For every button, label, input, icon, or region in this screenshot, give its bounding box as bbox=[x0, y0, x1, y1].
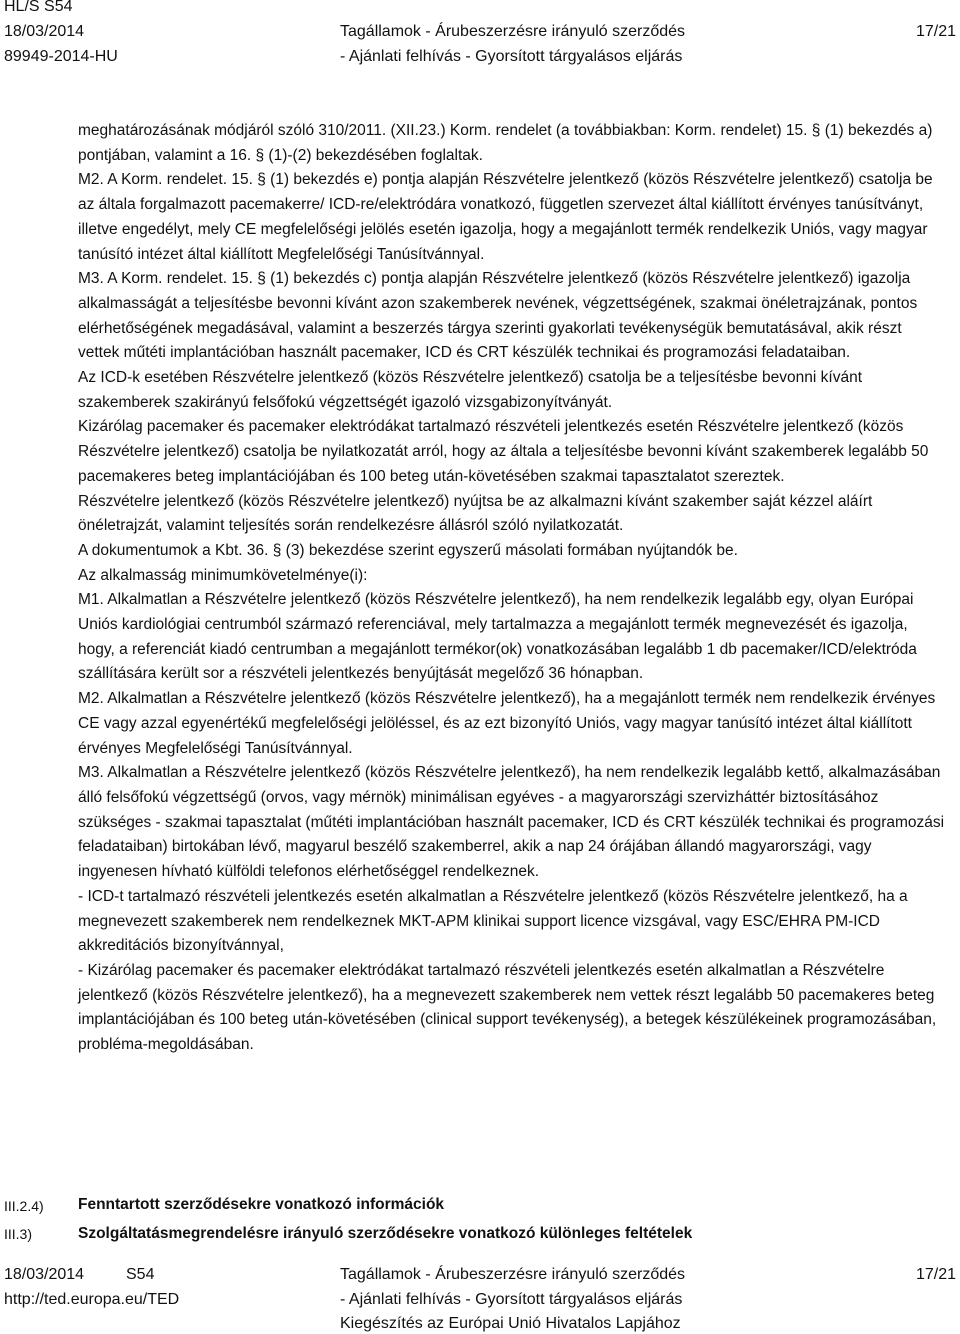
paragraph: - Kizárólag pacemaker és pacemaker elektródákat tartalmazó részvételi jelentkezés esetén alkalmatlan a Részvételre jelentkező (közös Részvételre jelentkező), ha a megnevezett szakemberek nem vettek részt legalább 50 pacemakeres beteg implantációjában és 100 beteg után-követésében (clinical support tevékenység), a betegek készülékeinek programozásában, probléma-megoldásában. bbox=[78, 961, 937, 1054]
paragraph: - ICD-t tartalmazó részvételi jelentkezés esetén alkalmatlan a Részvételre jelentkező (közös Részvételre jelentkező, ha a megnevezett szakemberek nem rendelkeznek MKT-APM klinikai support licence vizsgával, vagy ESC/EHRA PM-ICD akkreditációs bizonyítvánnyal, bbox=[78, 887, 908, 955]
section-title: Fenntartott szerződésekre vonatkozó információk bbox=[78, 1196, 445, 1213]
section-number: III.2.4) bbox=[4, 1198, 44, 1214]
footer-title-line3: Kiegészítés az Európai Unió Hivatalos Lapjához bbox=[340, 1315, 681, 1332]
footer-date: 18/03/2014 bbox=[4, 1266, 85, 1283]
footer-page-number: 17/21 bbox=[915, 1266, 956, 1283]
footer-title-line1: Tagállamok - Árubeszerzésre irányuló szerződés bbox=[340, 1266, 686, 1283]
paragraph: Az ICD-k esetében Részvételre jelentkező (közös Részvételre jelentkező) csatolja be a teljesítésbe bevonni kívánt szakemberek szakirányú felsőfokú végzettségét igazoló vizsgabizonyítványát. bbox=[78, 369, 863, 411]
footer-url[interactable]: http://ted.europa.eu/TED bbox=[4, 1291, 180, 1308]
header-title-line2: - Ajánlati felhívás - Gyorsított tárgyalásos eljárás bbox=[340, 48, 683, 65]
section-title: Szolgáltatásmegrendelésre irányuló szerződésekre vonatkozó különleges feltételek bbox=[78, 1225, 693, 1242]
header-date: 18/03/2014 bbox=[4, 23, 85, 40]
paragraph: M1. Alkalmatlan a Részvételre jelentkező (közös Részvételre jelentkező), ha nem rendelkezik legalább egy, olyan Európai Uniós kardiológiai centrumból származó referenciával, mely tartalmazza a megajánlott termék megnevezését és igazolja, hogy, a referenciát kiadó centrumban a megajánlott termékor(ok) vonatkozásában legalább 1 db pacemaker/ICD/elektróda szállítására került sor a részvételi jelentkezés benyújtását megelőző 36 hónapban. bbox=[78, 591, 917, 683]
body-text bbox=[78, 119, 946, 1058]
paragraph: M2. A Korm. rendelet. 15. § (1) bekezdés e) pontja alapján Részvételre jelentkező (közös Részvételre jelentkező) csatolja be az általa forgalmazott pacemakerre/ ICD-re/elektródára vonatkozó, független szervezet által kiállított érvényes tanúsítványt, illetve engedélyt, mely CE megfelelőségi jelölés esetén igazolja, hogy a megajánlott termék rendelkezik Uniós, vagy magyar tanúsító intézet által kiállított Megfelelőségi Tanúsítvánnyal. bbox=[78, 171, 933, 263]
section-number: III.3) bbox=[4, 1226, 33, 1242]
footer-title-line2: - Ajánlati felhívás - Gyorsított tárgyalásos eljárás bbox=[340, 1291, 683, 1308]
paragraph: M3. Alkalmatlan a Részvételre jelentkező (közös Részvételre jelentkező), ha nem rendelkezik legalább kettő, alkalmazásában álló felsőfokú végzettségű (orvos, vagy mérnök) minimálisan egyéves - a magyarországi szervizháttér biztosításához szükséges - szakmai tapasztalat (műtéti implantációban használt pacemaker, ICD és CRT készülék technikai és programozási feladataiban) birtokában lévő, magyarul beszélő szakemberrel, akik a nap 24 órájában állandó magyarországi, vagy ingyenesen hívható külföldi telefonos elérhetőséggel rendelkeznek. bbox=[78, 764, 945, 881]
paragraph: meghatározásának módjáról szóló 310/2011. (XII.23.) Korm. rendelet (a továbbiakban: Korm. rendelet) 15. § (1) bekezdés a) pontjában, valamint a 16. § (1)-(2) bekezdésében foglaltak. bbox=[78, 122, 933, 164]
paragraph: Kizárólag pacemaker és pacemaker elektródákat tartalmazó részvételi jelentkezés esetén Részvételre jelentkező (közös Részvételre jelentkező) csatolja be nyilatkozatát arról, hogy az általa a teljesítésbe bevonni kívánt szakemberek legalább 50 pacemakeres beteg implantációjában és 100 beteg után-követésében szakmai tapasztalatot szereztek. bbox=[78, 418, 929, 485]
header-page-number: 17/21 bbox=[915, 23, 956, 40]
paragraph: Részvételre jelentkező (közös Részvételre jelentkező) nyújtsa be az alkalmazni kívánt szakember saját kézzel aláírt önéletrajzát, valamint teljesítés során rendelkezésre állásról szóló nyilatkozatát. bbox=[78, 492, 873, 535]
paragraph: Az alkalmasság minimumkövetelménye(i): bbox=[78, 566, 368, 584]
paragraph: A dokumentumok a Kbt. 36. § (3) bekezdése szerint egyszerű másolati formában nyújtandók be. bbox=[78, 541, 738, 559]
header-title-line1: Tagállamok - Árubeszerzésre irányuló szerződés bbox=[340, 23, 686, 40]
header-ref-number: 89949-2014-HU bbox=[4, 48, 118, 65]
paragraph: M3. A Korm. rendelet. 15. § (1) bekezdés c) pontja alapján Részvételre jelentkező (közös Részvételre jelentkező) igazolja alkalmasságát a teljesítésbe bevonni kívánt azon szakemberek nevének, végzettségének, szakmai önéletrajzának, pontos elérhetőségének megadásával, valamint a beszerzés tárgya szerinti gyakorlati tevékenységük bemutatásával, akik részt vettek műtéti implantációban használt pacemaker, ICD és CRT készülék technikai és programozási feladataiban. bbox=[78, 270, 918, 362]
paragraph: M2. Alkalmatlan a Részvételre jelentkező (közös Részvételre jelentkező), ha a megajánlott termék nem rendelkezik érvényes CE vagy azzal egyenértékű megfelelőségi jelöléssel, és az ezt bizonyító Uniós, vagy magyar tanúsító intézet által kiállított érvényes Megfelelőségi Tanúsítvánnyal. bbox=[78, 690, 936, 757]
doc-code: HL/S S54 bbox=[4, 0, 73, 15]
footer-code: S54 bbox=[126, 1266, 155, 1283]
